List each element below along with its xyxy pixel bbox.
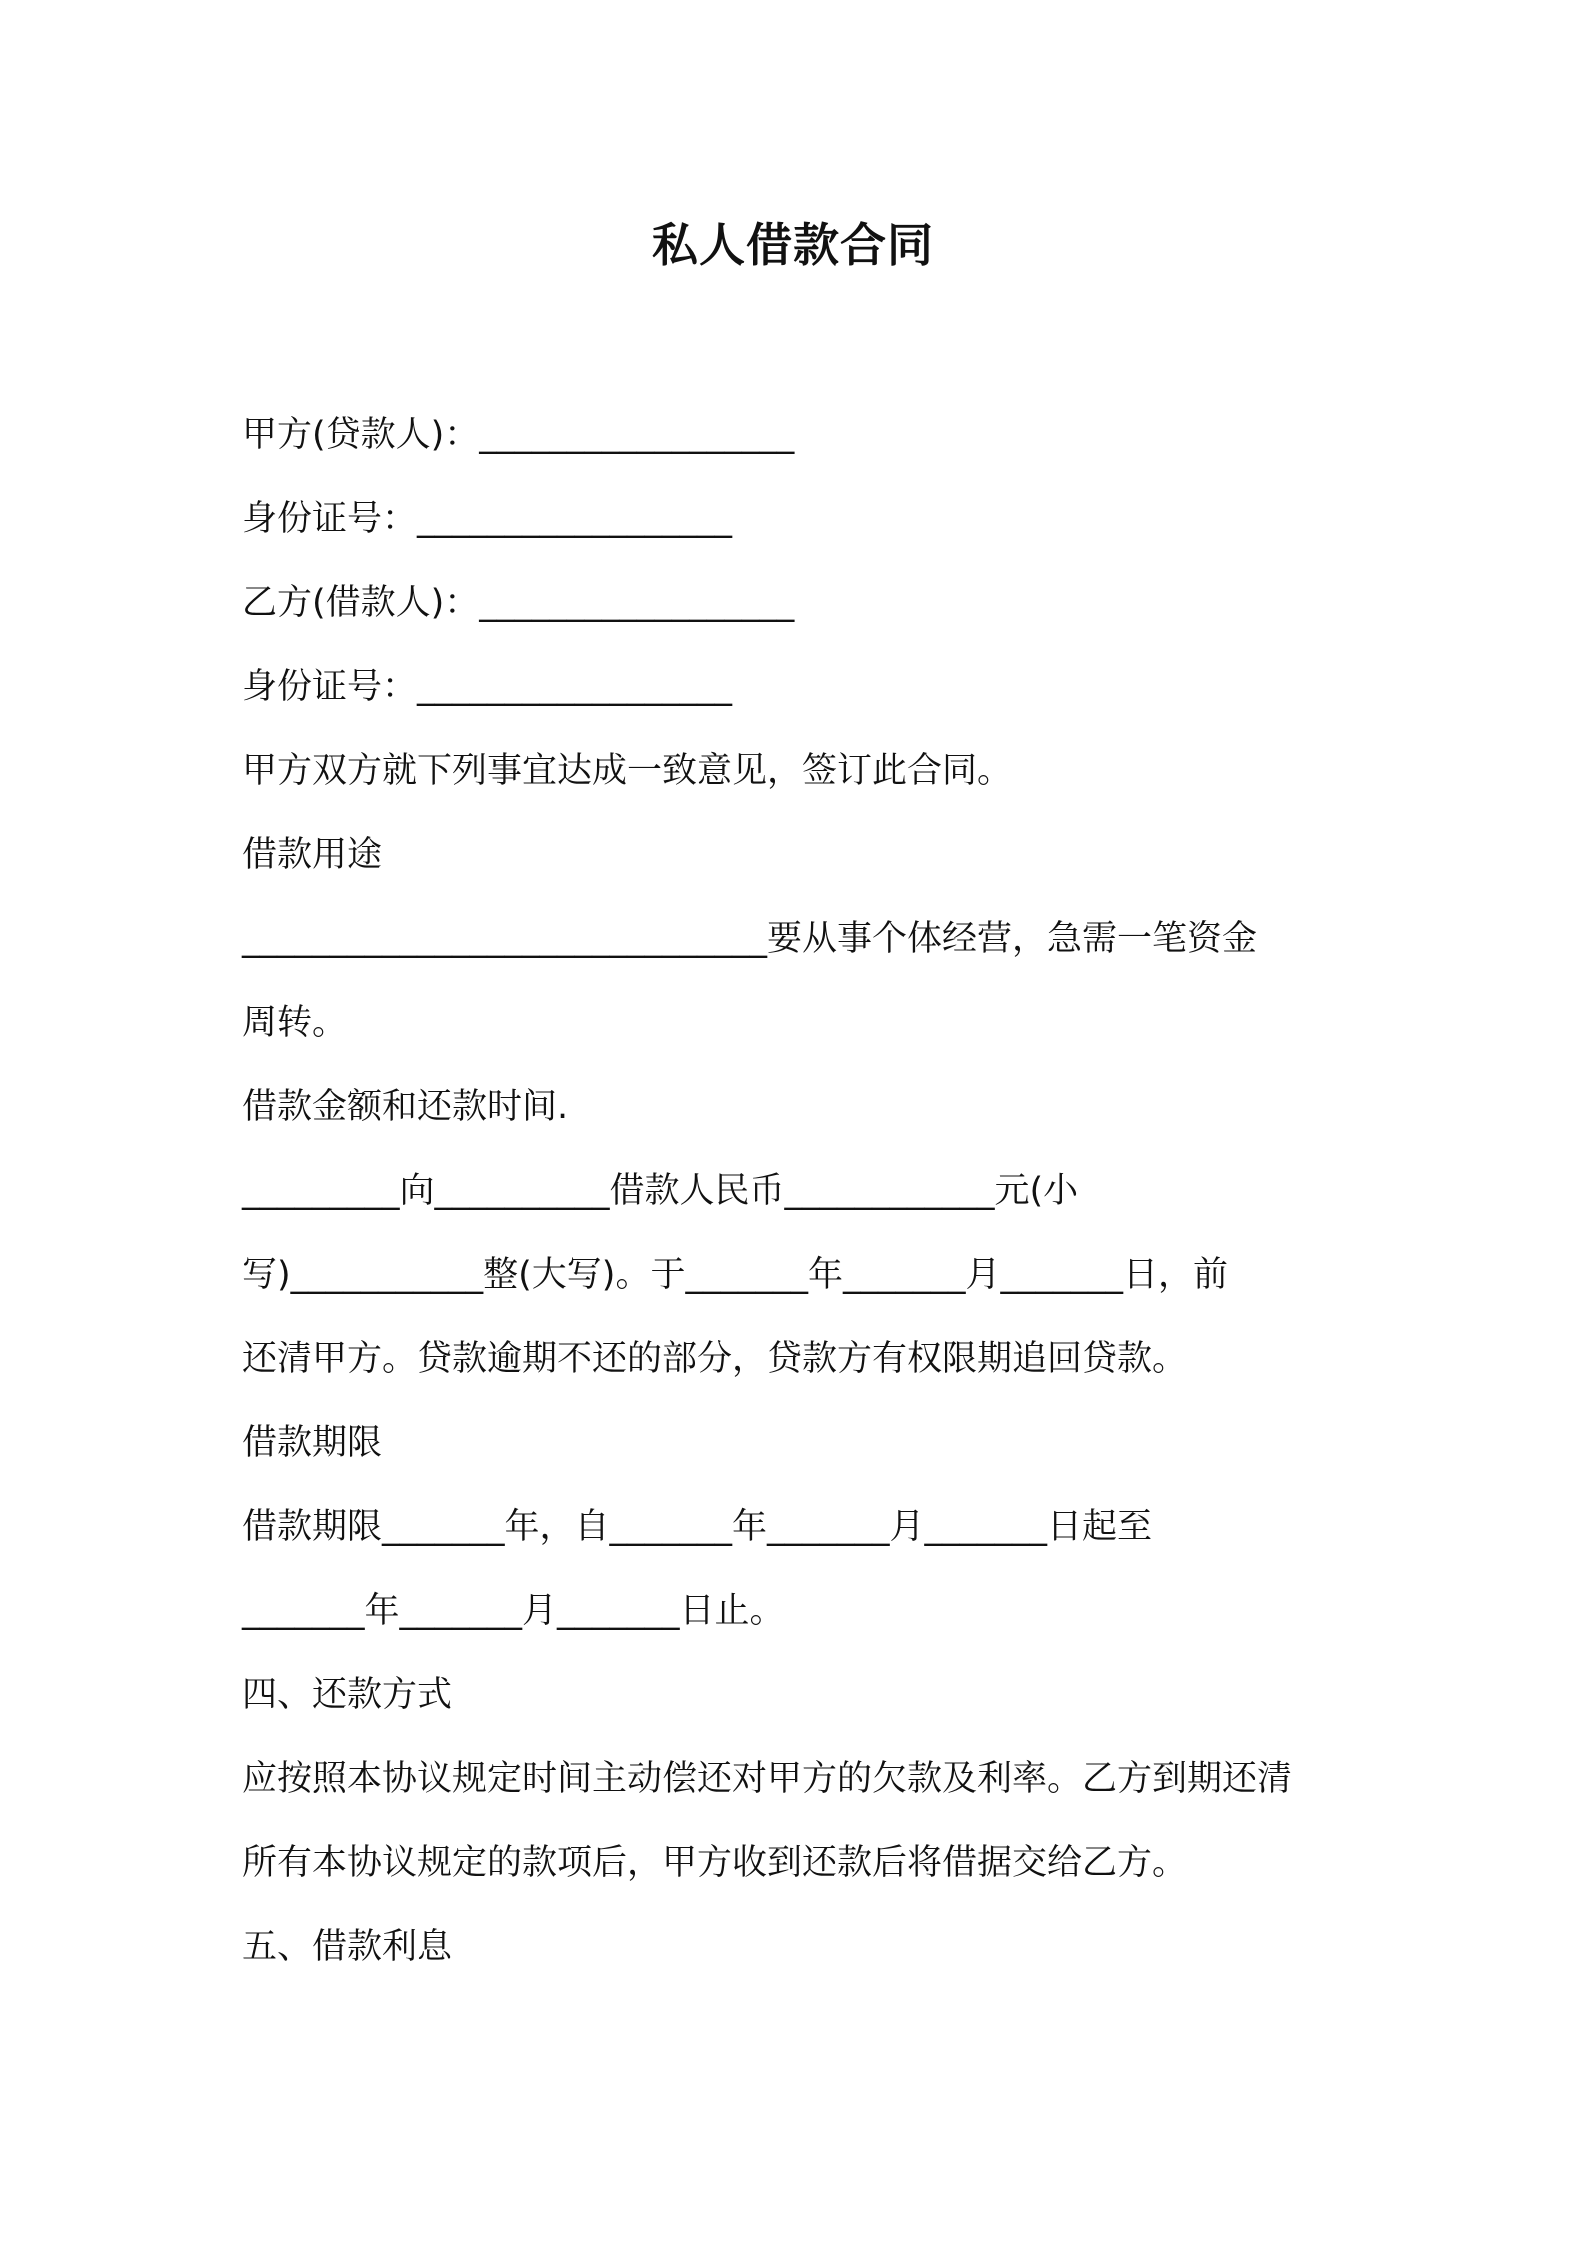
repayment-text-line: 所有本协议规定的款项后，甲方收到还款后将借据交给乙方。: [242, 1843, 1188, 1883]
term-text-line: 借款期限_______年，自_______年_______月_______日起至: [242, 1507, 1153, 1547]
lender-name-line: 甲方(贷款人)：__________________: [242, 415, 795, 455]
agreement-intro: 甲方双方就下列事宜达成一致意见，签订此合同。: [242, 751, 1013, 791]
borrower-id-line: 身份证号：__________________: [242, 667, 733, 707]
purpose-text-line: 周转。: [242, 1003, 348, 1043]
lender-id-line: 身份证号：__________________: [242, 499, 733, 539]
amount-text-line: 还清甲方。贷款逾期不还的部分，贷款方有权限期追回贷款。: [242, 1339, 1188, 1379]
document-title: 私人借款合同: [652, 218, 934, 272]
section-heading-amount: 借款金额和还款时间.: [242, 1087, 569, 1127]
borrower-name-line: 乙方(借款人)：__________________: [242, 583, 795, 623]
repayment-text-line: 应按照本协议规定时间主动偿还对甲方的欠款及利率。乙方到期还清: [242, 1759, 1293, 1799]
amount-text-line: _________向__________借款人民币____________元(小: [242, 1171, 1079, 1211]
section-heading-interest: 五、借款利息: [242, 1927, 453, 1967]
section-heading-purpose: 借款用途: [242, 835, 383, 875]
term-text-line: _______年_______月_______日止。: [242, 1591, 785, 1631]
section-heading-term: 借款期限: [242, 1423, 383, 1463]
purpose-text-line: ______________________________要从事个体经营，急需一笔资金: [242, 919, 1258, 959]
amount-text-line: 写)___________整(大写)。于_______年_______月_______日，前: [242, 1255, 1228, 1295]
section-heading-repayment: 四、还款方式: [242, 1675, 453, 1715]
